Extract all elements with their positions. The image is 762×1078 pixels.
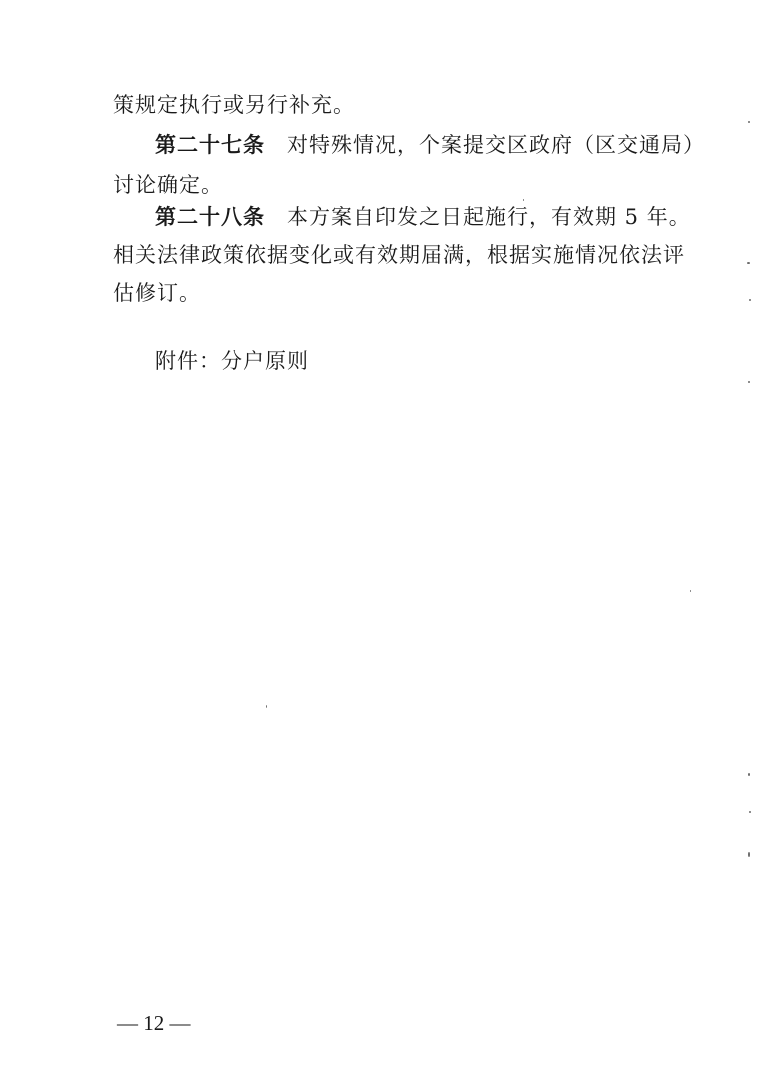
scan-speck — [266, 705, 267, 708]
scan-speck — [523, 199, 524, 201]
paragraph-line: 相关法律政策依据变化或有效期届满，根据实施情况依法评 — [113, 243, 685, 267]
scan-speck — [749, 299, 751, 301]
scan-speck — [748, 121, 750, 123]
article-number: 第二十七条 — [155, 133, 265, 157]
paragraph-line: 讨论确定。 — [113, 173, 223, 197]
article-number: 第二十八条 — [155, 205, 265, 229]
article-text: 对特殊情况，个案提交区政府（区交通局） — [287, 133, 705, 157]
scan-speck — [748, 773, 750, 776]
article-28 — [155, 204, 691, 230]
scan-speck — [690, 590, 691, 592]
paragraph-line: 估修订。 — [113, 281, 201, 305]
page-number: — 12 — — [117, 1011, 191, 1035]
article-text: 本方案自印发之日起施行，有效期 5 年。 — [287, 205, 691, 229]
attachment-line: 附件：分户原则 — [155, 349, 309, 373]
paragraph-line: 策规定执行或另行补充。 — [113, 93, 355, 117]
scan-speck — [748, 381, 750, 383]
scan-speck — [748, 852, 750, 857]
scan-speck — [749, 811, 751, 813]
scan-speck — [747, 262, 750, 264]
article-27 — [155, 132, 705, 158]
